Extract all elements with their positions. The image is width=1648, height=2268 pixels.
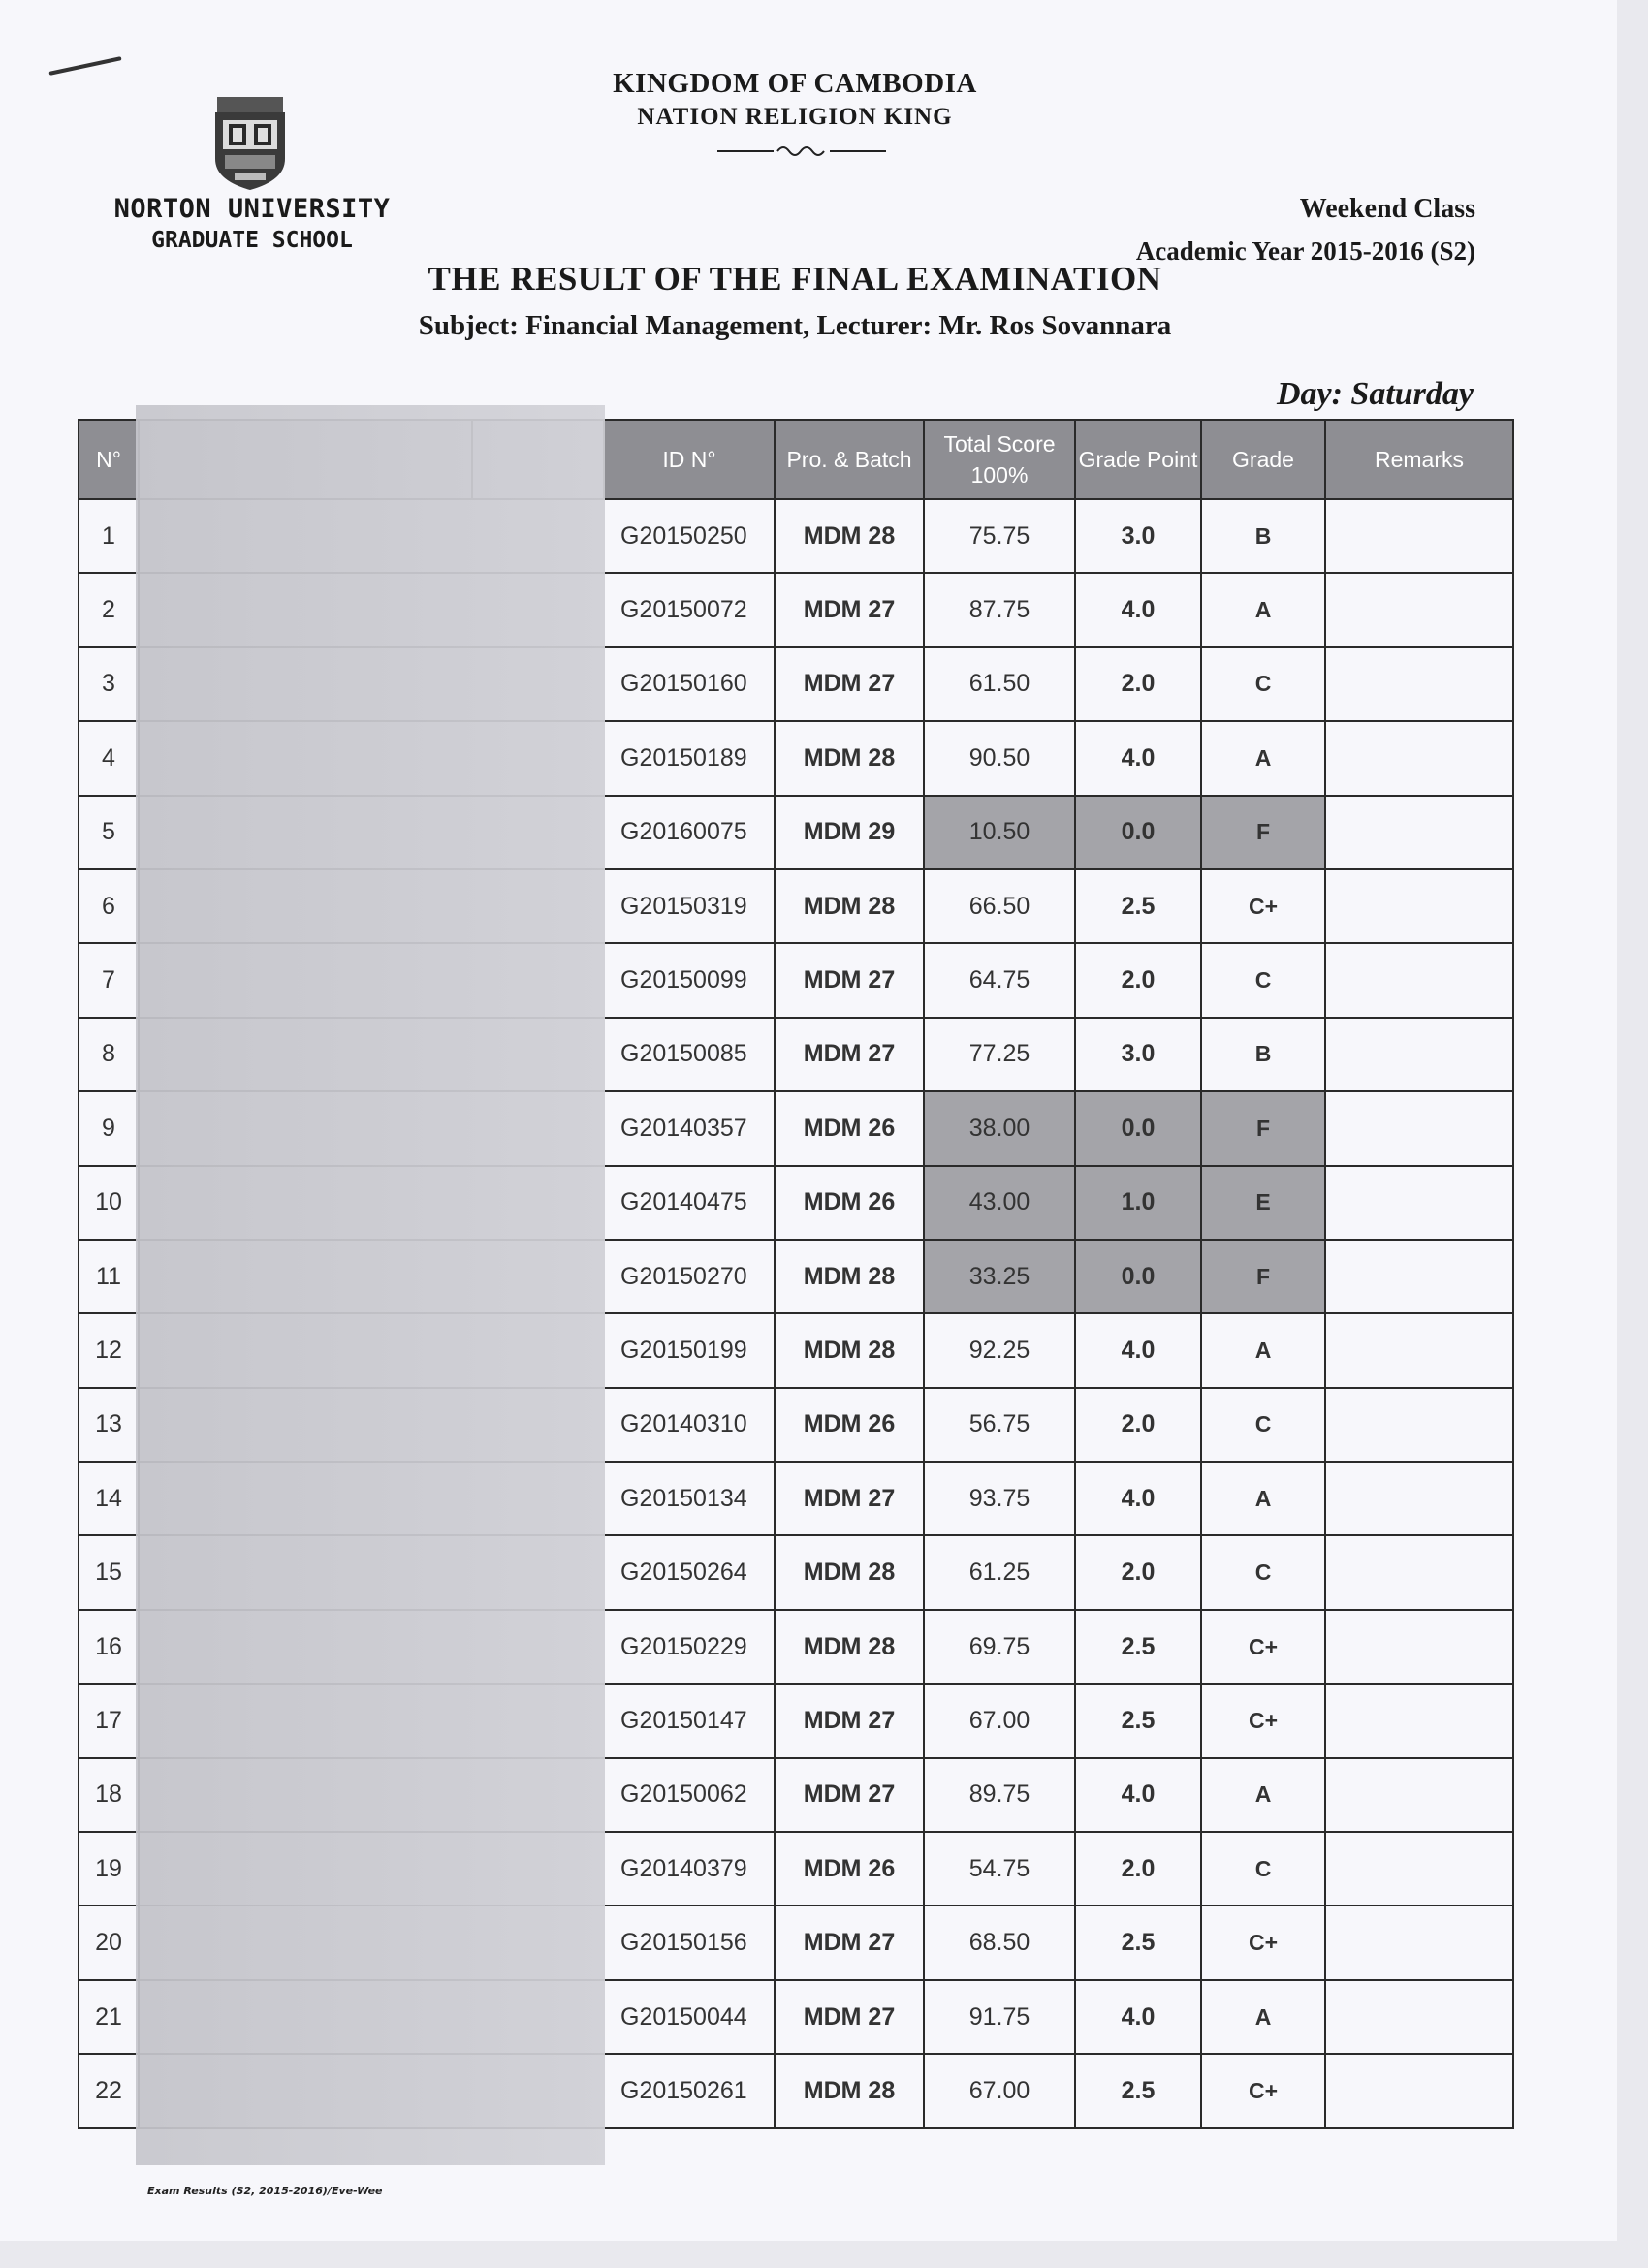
col-header-remarks: Remarks — [1325, 420, 1513, 499]
row-number: 21 — [79, 1980, 139, 2054]
program-batch: MDM 28 — [775, 499, 924, 573]
letter-grade: C+ — [1201, 869, 1325, 943]
grade-point: 4.0 — [1075, 721, 1201, 795]
remarks-cell — [1325, 1462, 1513, 1535]
student-id: G20150189 — [604, 721, 775, 795]
program-batch: MDM 28 — [775, 869, 924, 943]
grade-point: 3.0 — [1075, 1018, 1201, 1091]
row-number: 2 — [79, 573, 139, 646]
grade-point: 2.5 — [1075, 2054, 1201, 2127]
row-number: 20 — [79, 1906, 139, 1979]
total-score: 56.75 — [924, 1388, 1075, 1462]
grade-point: 4.0 — [1075, 1980, 1201, 2054]
grade-point: 3.0 — [1075, 499, 1201, 573]
student-id: G20140310 — [604, 1388, 775, 1462]
col-header-score: Total Score 100% — [924, 420, 1075, 499]
letter-grade: A — [1201, 721, 1325, 795]
student-id: G20150072 — [604, 573, 775, 646]
student-id: G20150099 — [604, 943, 775, 1017]
university-block — [78, 194, 427, 253]
student-id: G20140379 — [604, 1832, 775, 1906]
student-id: G20150199 — [604, 1313, 775, 1387]
program-batch: MDM 28 — [775, 1313, 924, 1387]
letter-grade: E — [1201, 1166, 1325, 1240]
program-batch: MDM 27 — [775, 1980, 924, 2054]
letter-grade: C — [1201, 1832, 1325, 1906]
letter-grade: C+ — [1201, 1610, 1325, 1684]
remarks-cell — [1325, 1535, 1513, 1609]
subject-line: Subject: Financial Management, Lecturer: Mr. Ros Sovannara — [418, 310, 1172, 341]
remarks-cell — [1325, 647, 1513, 721]
grade-point: 2.0 — [1075, 943, 1201, 1017]
grade-point: 2.5 — [1075, 1610, 1201, 1684]
program-batch: MDM 28 — [775, 1610, 924, 1684]
letter-grade: A — [1201, 1758, 1325, 1832]
row-number: 18 — [79, 1758, 139, 1832]
student-id: G20140357 — [604, 1091, 775, 1165]
total-score: 61.25 — [924, 1535, 1075, 1609]
remarks-cell — [1325, 1388, 1513, 1462]
remarks-cell — [1325, 1610, 1513, 1684]
total-score: 67.00 — [924, 1684, 1075, 1757]
total-score: 61.50 — [924, 647, 1075, 721]
col-header-no: N° — [79, 420, 139, 499]
total-score: 69.75 — [924, 1610, 1075, 1684]
total-score: 91.75 — [924, 1980, 1075, 2054]
exam-day: Day: Saturday — [1276, 376, 1474, 412]
student-id: G20150134 — [604, 1462, 775, 1535]
row-number: 6 — [79, 869, 139, 943]
grade-point: 1.0 — [1075, 1166, 1201, 1240]
row-number: 13 — [79, 1388, 139, 1462]
program-batch: MDM 26 — [775, 1091, 924, 1165]
program-batch: MDM 27 — [775, 573, 924, 646]
program-batch: MDM 28 — [775, 2054, 924, 2127]
remarks-cell — [1325, 796, 1513, 869]
total-score: 68.50 — [924, 1906, 1075, 1979]
grade-point: 4.0 — [1075, 1462, 1201, 1535]
program-batch: MDM 28 — [775, 1535, 924, 1609]
row-number: 9 — [79, 1091, 139, 1165]
col-header-batch: Pro. & Batch — [775, 420, 924, 499]
remarks-cell — [1325, 1166, 1513, 1240]
remarks-cell — [1325, 2054, 1513, 2127]
ornament-divider — [717, 142, 886, 161]
program-batch: MDM 29 — [775, 796, 924, 869]
student-id: G20150156 — [604, 1906, 775, 1979]
student-id: G20150319 — [604, 869, 775, 943]
student-id: G20150270 — [604, 1240, 775, 1313]
letter-grade: C+ — [1201, 2054, 1325, 2127]
program-batch: MDM 26 — [775, 1832, 924, 1906]
total-score: 67.00 — [924, 2054, 1075, 2127]
total-score: 75.75 — [924, 499, 1075, 573]
row-number: 22 — [79, 2054, 139, 2127]
total-score: 90.50 — [924, 721, 1075, 795]
row-number: 14 — [79, 1462, 139, 1535]
total-score: 66.50 — [924, 869, 1075, 943]
program-batch: MDM 27 — [775, 647, 924, 721]
total-score: 10.50 — [924, 796, 1075, 869]
grade-point: 2.5 — [1075, 1684, 1201, 1757]
program-batch: MDM 26 — [775, 1166, 924, 1240]
total-score: 87.75 — [924, 573, 1075, 646]
footer-note: Exam Results (S2, 2015-2016)/Eve-Wee — [147, 2185, 383, 2197]
student-id: G20150250 — [604, 499, 775, 573]
national-header — [601, 68, 989, 131]
letter-grade: B — [1201, 1018, 1325, 1091]
letter-grade: F — [1201, 1091, 1325, 1165]
remarks-cell — [1325, 1832, 1513, 1906]
student-id: G20150085 — [604, 1018, 775, 1091]
letter-grade: C — [1201, 943, 1325, 1017]
total-score: 89.75 — [924, 1758, 1075, 1832]
total-score: 93.75 — [924, 1462, 1075, 1535]
grade-point: 2.0 — [1075, 1535, 1201, 1609]
remarks-cell — [1325, 573, 1513, 646]
country-name: KINGDOM OF CAMBODIA — [613, 68, 977, 99]
class-info — [1136, 194, 1475, 267]
total-score: 77.25 — [924, 1018, 1075, 1091]
program-batch: MDM 27 — [775, 1018, 924, 1091]
row-number: 4 — [79, 721, 139, 795]
letter-grade: C — [1201, 1535, 1325, 1609]
remarks-cell — [1325, 721, 1513, 795]
student-id: G20150160 — [604, 647, 775, 721]
remarks-cell — [1325, 1684, 1513, 1757]
row-number: 3 — [79, 647, 139, 721]
row-number: 5 — [79, 796, 139, 869]
remarks-cell — [1325, 1313, 1513, 1387]
program-batch: MDM 28 — [775, 1240, 924, 1313]
row-number: 7 — [79, 943, 139, 1017]
grade-point: 4.0 — [1075, 573, 1201, 646]
program-batch: MDM 27 — [775, 943, 924, 1017]
row-number: 15 — [79, 1535, 139, 1609]
row-number: 1 — [79, 499, 139, 573]
letter-grade: C — [1201, 647, 1325, 721]
program-batch: MDM 27 — [775, 1684, 924, 1757]
letter-grade: B — [1201, 499, 1325, 573]
remarks-cell — [1325, 1906, 1513, 1979]
grade-point: 2.0 — [1075, 1388, 1201, 1462]
class-type: Weekend Class — [1299, 194, 1475, 224]
academic-year: Academic Year 2015-2016 (S2) — [1135, 236, 1475, 266]
remarks-cell — [1325, 1091, 1513, 1165]
grade-point: 4.0 — [1075, 1313, 1201, 1387]
grade-point: 0.0 — [1075, 1240, 1201, 1313]
letter-grade: F — [1201, 796, 1325, 869]
student-id: G20150261 — [604, 2054, 775, 2127]
remarks-cell — [1325, 1980, 1513, 2054]
student-id: G20160075 — [604, 796, 775, 869]
national-motto: NATION RELIGION KING — [637, 104, 953, 130]
grade-point: 2.5 — [1075, 1906, 1201, 1979]
letter-grade: A — [1201, 1980, 1325, 2054]
letter-grade: A — [1201, 573, 1325, 646]
student-id: G20150147 — [604, 1684, 775, 1757]
total-score: 92.25 — [924, 1313, 1075, 1387]
total-score: 64.75 — [924, 943, 1075, 1017]
remarks-cell — [1325, 943, 1513, 1017]
remarks-cell — [1325, 1018, 1513, 1091]
grade-point: 0.0 — [1075, 796, 1201, 869]
student-id: G20150264 — [604, 1535, 775, 1609]
col-header-id: ID N° — [604, 420, 775, 499]
program-batch: MDM 28 — [775, 721, 924, 795]
school-name: GRADUATE SCHOOL — [151, 228, 353, 253]
university-name: NORTON UNIVERSITY — [113, 194, 391, 224]
letter-grade: C+ — [1201, 1906, 1325, 1979]
row-number: 16 — [79, 1610, 139, 1684]
redacted-names-area — [136, 405, 605, 2165]
student-id: G20150062 — [604, 1758, 775, 1832]
student-id: G20140475 — [604, 1166, 775, 1240]
program-batch: MDM 27 — [775, 1462, 924, 1535]
document-title: THE RESULT OF THE FINAL EXAMINATION — [428, 260, 1162, 298]
university-crest-logo — [211, 91, 289, 192]
total-score: 38.00 — [924, 1091, 1075, 1165]
letter-grade: A — [1201, 1313, 1325, 1387]
total-score: 33.25 — [924, 1240, 1075, 1313]
letter-grade: C+ — [1201, 1684, 1325, 1757]
letter-grade: C — [1201, 1388, 1325, 1462]
grade-point: 4.0 — [1075, 1758, 1201, 1832]
col-header-grade-point: Grade Point — [1075, 420, 1201, 499]
col-header-grade: Grade — [1201, 420, 1325, 499]
row-number: 19 — [79, 1832, 139, 1906]
program-batch: MDM 27 — [775, 1906, 924, 1979]
total-score: 54.75 — [924, 1832, 1075, 1906]
student-id: G20150229 — [604, 1610, 775, 1684]
grade-point: 0.0 — [1075, 1091, 1201, 1165]
grade-point: 2.0 — [1075, 647, 1201, 721]
grade-point: 2.0 — [1075, 1832, 1201, 1906]
grade-point: 2.5 — [1075, 869, 1201, 943]
remarks-cell — [1325, 499, 1513, 573]
row-number: 17 — [79, 1684, 139, 1757]
program-batch: MDM 27 — [775, 1758, 924, 1832]
remarks-cell — [1325, 1758, 1513, 1832]
row-number: 12 — [79, 1313, 139, 1387]
row-number: 11 — [79, 1240, 139, 1313]
remarks-cell — [1325, 1240, 1513, 1313]
letter-grade: F — [1201, 1240, 1325, 1313]
student-id: G20150044 — [604, 1980, 775, 2054]
remarks-cell — [1325, 869, 1513, 943]
pen-mark — [48, 56, 121, 76]
program-batch: MDM 26 — [775, 1388, 924, 1462]
row-number: 10 — [79, 1166, 139, 1240]
row-number: 8 — [79, 1018, 139, 1091]
letter-grade: A — [1201, 1462, 1325, 1535]
total-score: 43.00 — [924, 1166, 1075, 1240]
